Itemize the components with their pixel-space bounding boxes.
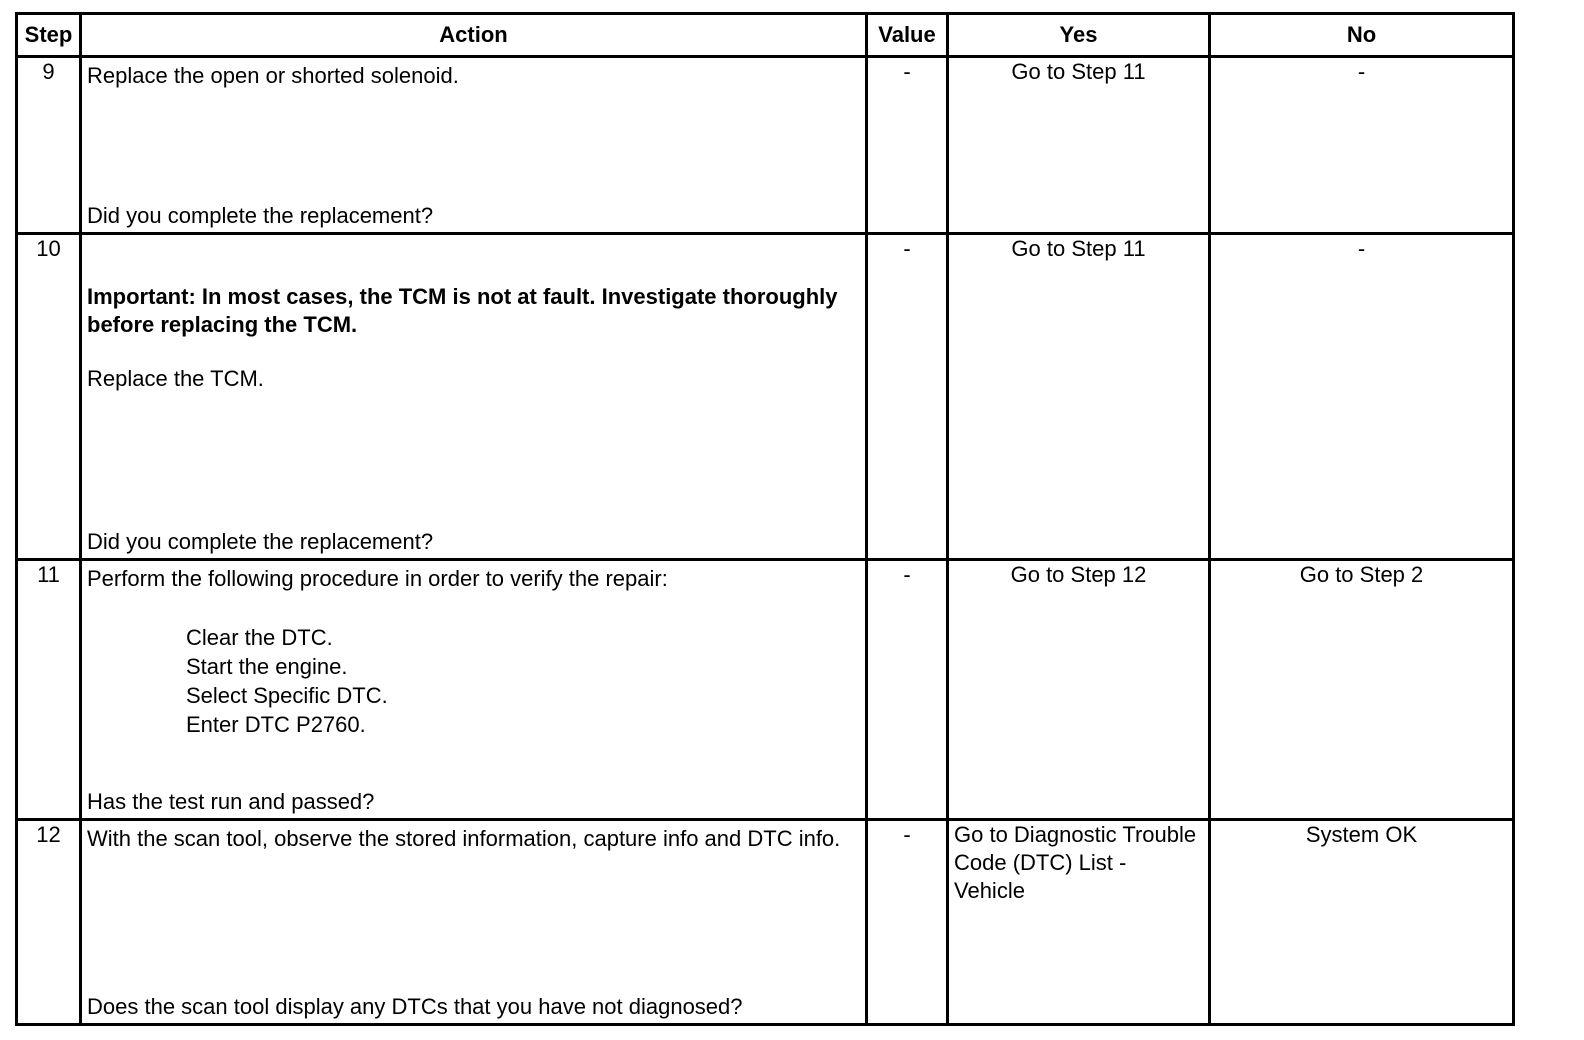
value-cell: - xyxy=(867,57,948,234)
no-cell: System OK xyxy=(1210,820,1514,1025)
yes-cell: Go to Step 11 xyxy=(948,234,1210,560)
step-number: 12 xyxy=(17,820,81,1025)
diagnostic-table xyxy=(15,12,1515,1026)
action-cell xyxy=(81,820,867,1025)
yes-cell: Go to Diagnostic Trouble Code (DTC) List - Vehicle xyxy=(948,820,1210,1025)
table-row xyxy=(17,234,1514,560)
procedure-item: Clear the DTC. xyxy=(186,625,333,650)
no-cell: - xyxy=(1210,234,1514,560)
table-row xyxy=(17,57,1514,234)
action-cell xyxy=(81,57,867,234)
action-intro: Replace the open or shorted solenoid. xyxy=(87,63,459,88)
action-cell xyxy=(81,560,867,820)
header-no: No xyxy=(1210,14,1514,57)
yes-cell: Go to Step 11 xyxy=(948,57,1210,234)
step-number: 10 xyxy=(17,234,81,560)
action-question: Did you complete the replacement? xyxy=(87,529,434,554)
header-action: Action xyxy=(81,14,867,57)
no-cell: - xyxy=(1210,57,1514,234)
procedure-item: Enter DTC P2760. xyxy=(186,712,366,737)
header-yes: Yes xyxy=(948,14,1210,57)
step-number: 11 xyxy=(17,560,81,820)
yes-cell: Go to Step 12 xyxy=(948,560,1210,820)
no-cell: Go to Step 2 xyxy=(1210,560,1514,820)
action-intro: Perform the following procedure in order to verify the repair: xyxy=(87,566,668,591)
table-row xyxy=(17,560,1514,820)
header-step: Step xyxy=(17,14,81,57)
important-note: Important: In most cases, the TCM is not at fault. Investigate thoroughly before replacing the TCM. xyxy=(87,284,838,337)
value-cell: - xyxy=(867,820,948,1025)
value-cell: - xyxy=(867,560,948,820)
value-cell: - xyxy=(867,234,948,560)
table-row xyxy=(17,820,1514,1025)
action-intro: Replace the TCM. xyxy=(87,366,264,391)
procedure-item: Select Specific DTC. xyxy=(186,683,388,708)
action-question: Did you complete the replacement? xyxy=(87,203,434,228)
step-number: 9 xyxy=(17,57,81,234)
action-cell xyxy=(81,234,867,560)
action-question: Does the scan tool display any DTCs that you have not diagnosed? xyxy=(87,994,743,1019)
procedure-item: Start the engine. xyxy=(186,654,348,679)
action-intro: With the scan tool, observe the stored information, capture info and DTC info. xyxy=(87,826,841,851)
procedure-list xyxy=(87,623,860,739)
header-value: Value xyxy=(867,14,948,57)
action-question: Has the test run and passed? xyxy=(87,789,375,814)
header-row xyxy=(17,14,1514,57)
